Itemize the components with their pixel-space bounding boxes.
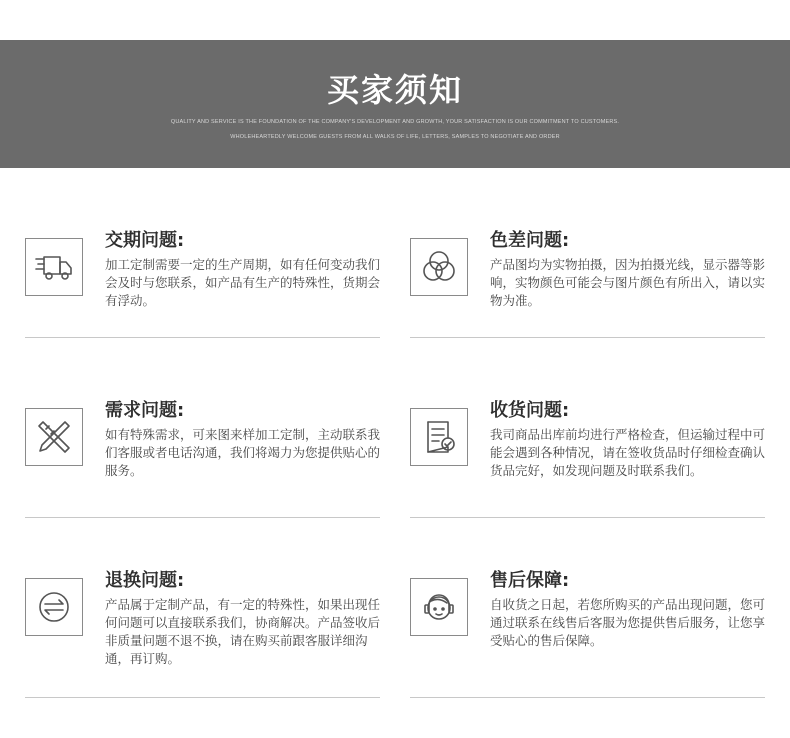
item-text: 产品属于定制产品，有一定的特殊性，如果出现任何问题可以直接联系我们，协商解决。产品签收后非质量问题不退不换，请在购买前跟客服详细沟通，再订购。 (105, 597, 381, 666)
divider (410, 697, 765, 698)
divider (25, 517, 380, 518)
item-title: 色差问题: (490, 230, 570, 251)
divider (410, 517, 765, 518)
header-banner (0, 40, 790, 168)
notice-item-delivery (25, 230, 381, 358)
checked-document-icon (410, 408, 468, 466)
item-text: 我司商品出库前均进行严格检查，但运输过程中可能会遇到各种情况，请在签收货品时仔细检查确认货品完好，如发现问题及时联系我们。 (490, 427, 766, 478)
delivery-truck-icon (25, 238, 83, 296)
banner-subtitle-line1: QUALITY AND SERVICE IS THE FOUNDATION OF THE COMPANY'S DEVELOPMENT AND GROWTH, YOUR SATISFACTION IS OUR COMMITMENT TO CUSTOMERS. (170, 119, 620, 125)
item-text: 自收货之日起，若您所购买的产品出现问题，您可通过联系在线售后客服为您提供售后服务，让您享受贴心的售后保障。 (490, 597, 766, 648)
item-text: 产品图均为实物拍摄，因为拍摄光线，显示器等影响，实物颜色可能会与图片颜色有所出入，请以实物为准。 (490, 257, 766, 308)
customer-service-icon (410, 578, 468, 636)
banner-subtitle-line2: WHOLEHEARTEDLY WELCOME GUESTS FROM ALL WALKS OF LIFE, LETTERS, SAMPLES TO NEGOTIATE AND ORDER (230, 134, 560, 140)
exchange-arrows-icon (25, 578, 83, 636)
item-title: 退换问题: (105, 570, 185, 591)
item-title: 需求问题: (105, 400, 185, 421)
item-text: 加工定制需要一定的生产周期，如有任何变动我们会及时与您联系，如产品有生产的特殊性，货期会有浮动。 (105, 257, 381, 308)
notice-item-after-sales (410, 570, 766, 698)
ruler-pencil-icon (25, 408, 83, 466)
notice-item-color (410, 230, 766, 358)
divider (25, 337, 380, 338)
divider (410, 337, 765, 338)
notice-item-requirements (25, 400, 381, 528)
item-title: 售后保障: (490, 570, 570, 591)
page-title: 买家须知 (326, 71, 463, 109)
color-circles-icon (410, 238, 468, 296)
item-title: 收货问题: (490, 400, 570, 421)
divider (25, 697, 380, 698)
item-text: 如有特殊需求，可来图来样加工定制，主动联系我们客服或者电话沟通，我们将竭力为您提供贴心的服务。 (105, 427, 381, 478)
notice-item-receiving (410, 400, 766, 528)
notice-item-returns (25, 570, 381, 698)
item-title: 交期问题: (105, 230, 185, 251)
